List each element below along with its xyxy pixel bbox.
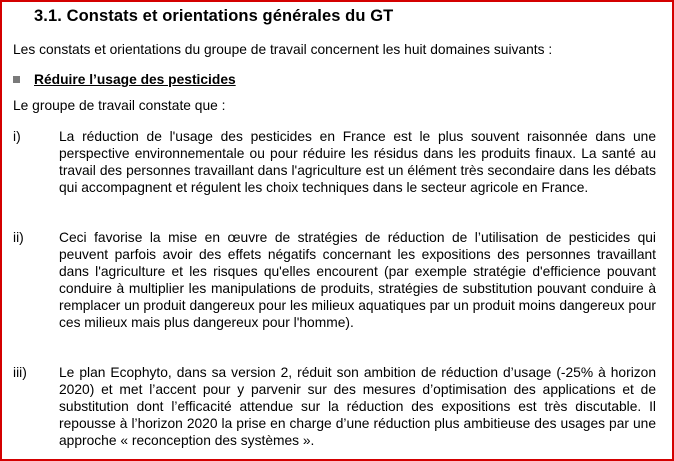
list-item-number: iii) (13, 365, 27, 380)
list-item-number: i) (13, 129, 21, 144)
subsection-heading (13, 72, 236, 87)
section-title: 3.1. Constats et orientations générales du GT (34, 7, 394, 25)
square-bullet-icon (13, 76, 20, 83)
list-item-text: Le plan Ecophyto, dans sa version 2, réduit son ambition de réduction d’usage (-25% à horizon 2020) et met l’accent pour y parvenir sur des mesures d’optimisation des applications et de substitution dont l’efficacité attendue sur la réduction des expositions est très discutable. Il repousse à l’horizon 2020 la prise en charge d’une réduction plus ambitieuse des usages par une approche « reconception des systèmes ». (59, 365, 656, 448)
list-item-number: ii) (13, 230, 24, 245)
subsection-lead: Le groupe de travail constate que : (13, 98, 226, 113)
list-item (13, 128, 656, 196)
section-intro: Les constats et orientations du groupe de travail concernent les huit domaines suivants : (13, 42, 553, 57)
list-item (13, 364, 656, 449)
list-item-text: La réduction de l'usage des pesticides en France est le plus souvent raisonnée dans une perspective environnementale ou pour réduire les résidus dans les produits finaux. La santé au travail des personnes travaillant dans l'agriculture est un élément très secondaire dans les débats qui accompagnent et régulent les choix techniques dans le secteur agricole en France. (59, 129, 656, 195)
list-item-text: Ceci favorise la mise en œuvre de stratégies de réduction de l’utilisation de pesticides qui peuvent parfois avoir des effets négatifs concernant les expositions des personnes travaillant dans l'agriculture et les risques qu'elles encourent (par exemple stratégie d'efficience pouvant conduire à multiplier les manipulations de produits, stratégies de substitution pouvant conduire à remplacer un produit dangereux pour les milieux aquatiques par un produit moins dangereux pour ces milieux mais plus dangereux pour l'homme). (59, 230, 656, 330)
list-item (13, 229, 656, 331)
subsection-title: Réduire l’usage des pesticides (34, 72, 236, 87)
